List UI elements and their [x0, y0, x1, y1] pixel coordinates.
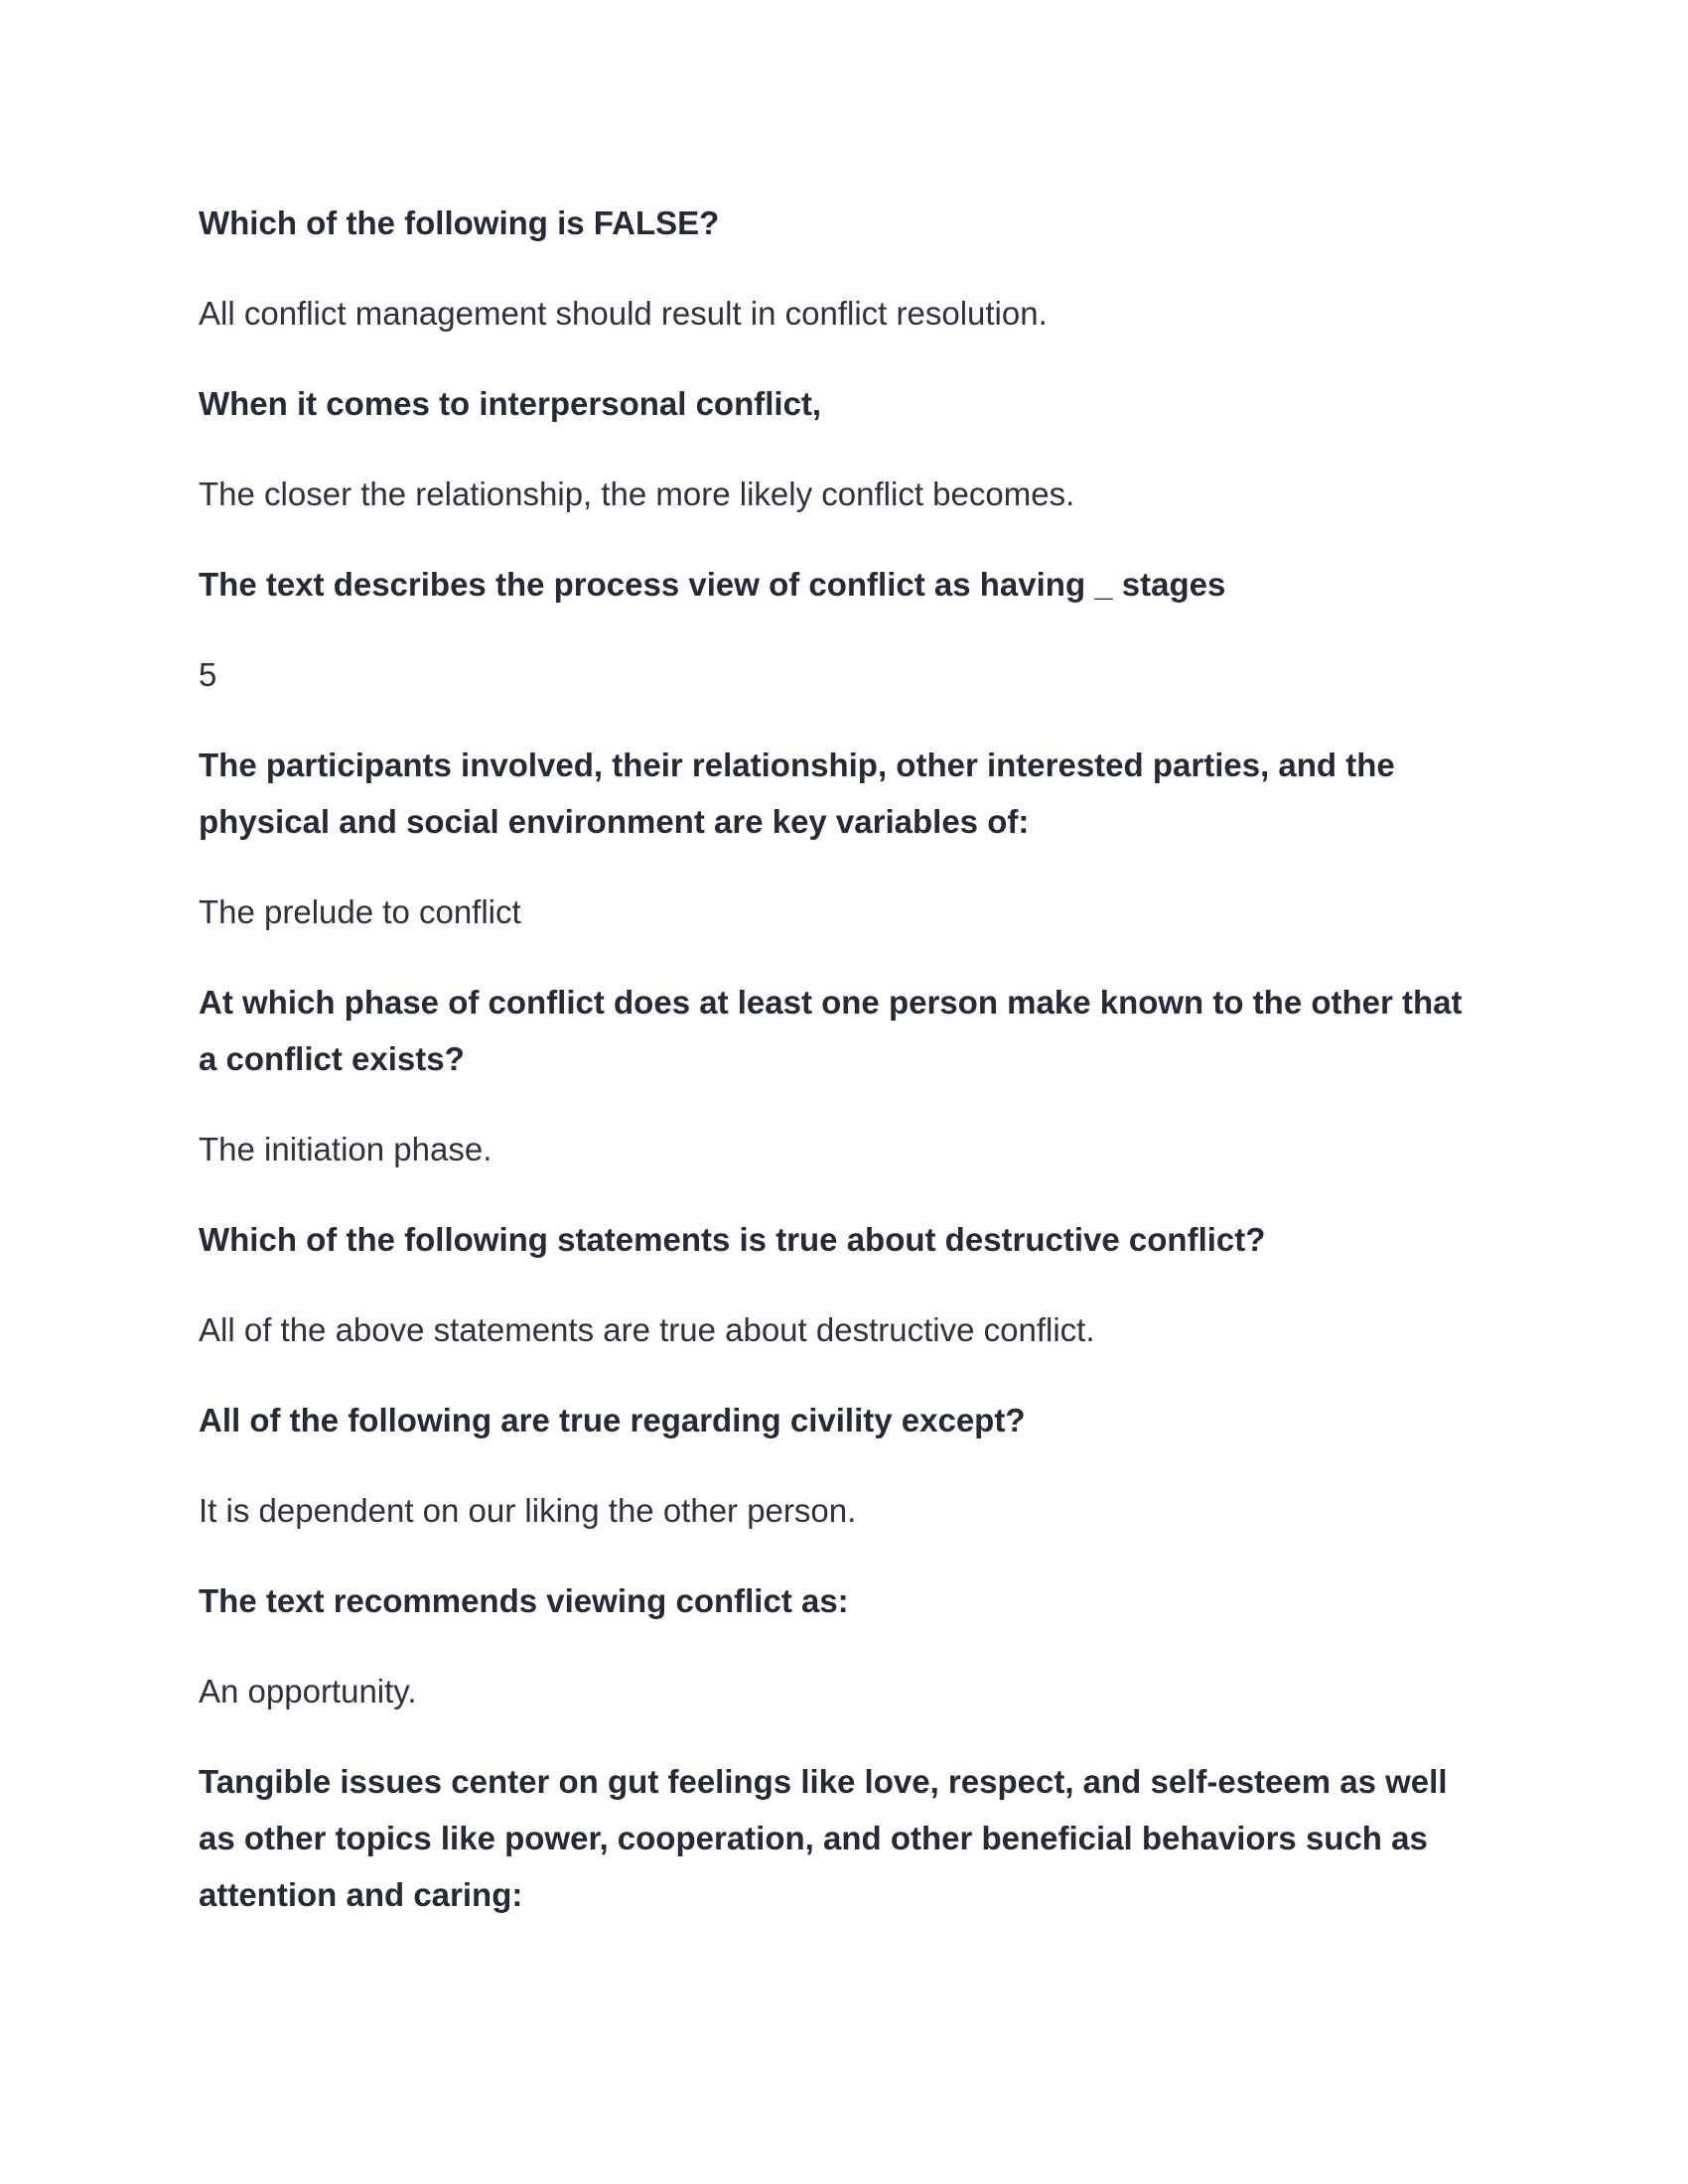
question-5: At which phase of conflict does at least one person make known to the other that a conflict exists? — [199, 984, 1463, 1077]
answer-5: The initiation phase. — [199, 1131, 492, 1167]
question-6: Which of the following statements is true about destructive conflict? — [199, 1221, 1266, 1258]
answer-8: An opportunity. — [199, 1673, 417, 1709]
question-3: The text describes the process view of conflict as having _ stages — [199, 566, 1226, 603]
question-8: The text recommends viewing conflict as: — [199, 1582, 849, 1619]
question-1: Which of the following is FALSE? — [199, 205, 720, 241]
answer-7: It is dependent on our liking the other person. — [199, 1492, 857, 1529]
answer-3: 5 — [199, 656, 217, 693]
document-page — [199, 195, 1489, 1957]
answer-4: The prelude to conflict — [199, 893, 521, 930]
answer-1: All conflict management should result in conflict resolution. — [199, 295, 1048, 332]
question-4: The participants involved, their relationship, other interested parties, and the physical and social environment are key variables of: — [199, 747, 1395, 840]
answer-2: The closer the relationship, the more likely conflict becomes. — [199, 476, 1075, 512]
answer-6: All of the above statements are true about destructive conflict. — [199, 1311, 1095, 1348]
question-9: Tangible issues center on gut feelings like love, respect, and self-esteem as well as other topics like power, cooperation, and other beneficial behaviors such as attention and caring: — [199, 1763, 1448, 1913]
question-2: When it comes to interpersonal conflict, — [199, 385, 822, 422]
question-7: All of the following are true regarding civility except? — [199, 1402, 1026, 1438]
